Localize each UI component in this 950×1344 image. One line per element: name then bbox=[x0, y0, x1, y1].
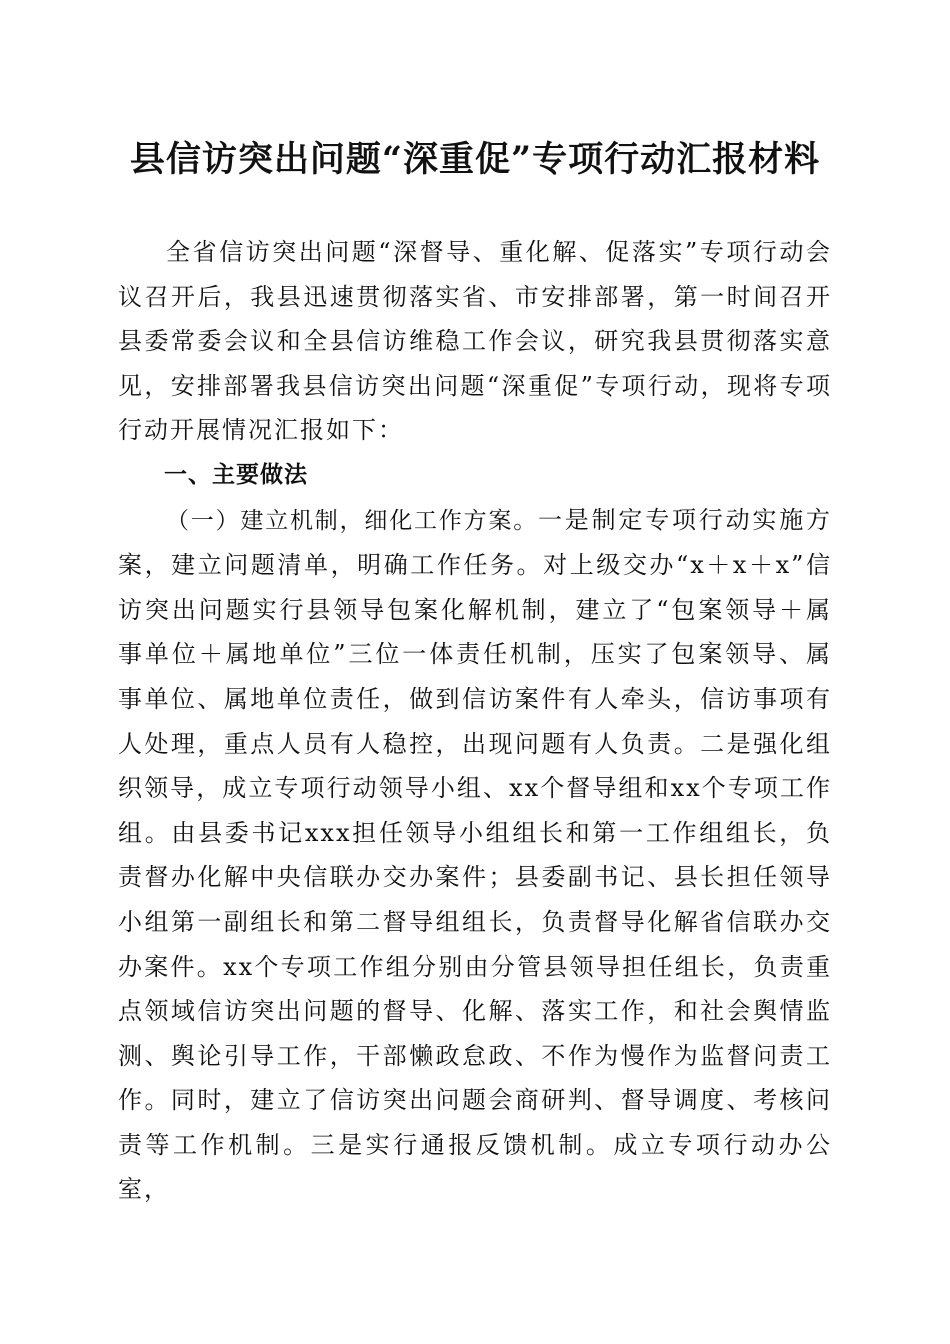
section-paragraph bbox=[118, 498, 832, 1213]
intro-paragraph: 全省信访突出问题“深督导、重化解、促落实”专项行动会议召开后，我县迅速贯彻落实省、市安排部署，第一时间召开县委常委会议和全县信访维稳工作会议，研究我县贯彻落实意见，安排部署我县信访突出问题“深重促”专项行动，现将专项行动开展情况汇报如下： bbox=[118, 238, 832, 445]
document-title: 县信访突出问题“深重促”专项行动汇报材料 bbox=[129, 139, 821, 180]
document-body bbox=[118, 230, 832, 1212]
section-heading: 一、主要做法 bbox=[164, 461, 308, 488]
sub-heading: （一）建立机制，细化工作方案。 bbox=[166, 507, 538, 534]
section-paragraph-text: 一是制定专项行动实施方案，建立问题清单，明确工作任务。对上级交办“x＋x＋x”信访突出问题实行县领导包案化解机制，建立了“包案领导＋属事单位＋属地单位”三位一体责任机制，压实了包案领导、属事单位、属地单位责任，做到信访案件有人牵头，信访事项有人处理，重点人员有人稳控，出现问题有人负责。二是强化组织领导，成立专项行动领导小组、xx个督导组和xx个专项工作组。由县委书记xxx担任领导小组组长和第一工作组组长，负责督办化解中央信联办交办案件；县委副书记、县长担任领导小组第一副组长和第二督导组组长，负责督导化解省信联办交办案件。xx个专项工作组分别由分管县领导担任组长，负责重点领域信访突出问题的督导、化解、落实工作，和社会舆情监测、舆论引导工作，干部懒政怠政、不作为慢作为监督问责工作。同时，建立了信访突出问题会商研判、督导调度、考核问责等工作机制。三是实行通报反馈机制。成立专项行动办公室， bbox=[118, 505, 832, 1204]
